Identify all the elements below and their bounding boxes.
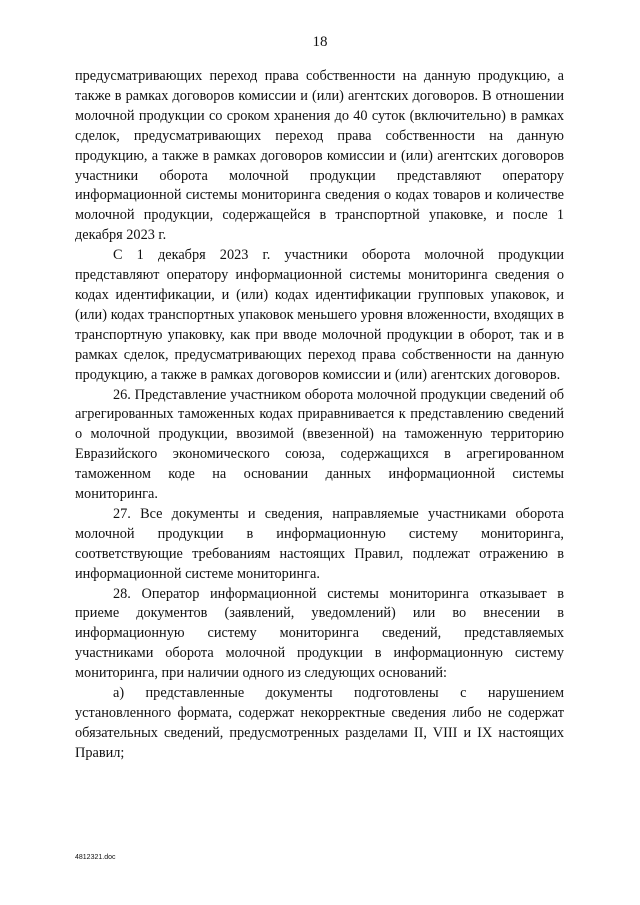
paragraph-28: 28. Оператор информационной системы мониторинга отказывает в приеме документов (заявлений, уведомлений) или во внесении в информационную систему мониторинга сведений, представляемых участниками оборота молочной продукции в информационную систему мониторинга, при наличии одного из следующих оснований:	[75, 585, 564, 682]
page-number: 18	[312, 34, 328, 50]
paragraph-continuation: предусматривающих переход права собственности на данную продукцию, а также в рамках договоров комиссии и (или) агентских договоров. В отношении молочной продукции со сроком хранения до 40 суток (включительно) в рамках сделок, предусматривающих переход права собственности на данную продукцию, а также в рамках договоров комиссии и (или) агентских договоров участники оборота молочной продукции представляют оператору информационной системы мониторинга сведения о кодах товаров и количестве молочной продукции, содержащейся в транспортной упаковке, и после 1 декабря 2023 г.	[75, 68, 564, 244]
footer-document-code: 4812321.doc	[75, 854, 116, 861]
document-body	[75, 67, 564, 764]
paragraph-28-a: а) представленные документы подготовлены с нарушением установленного формата, содержат некорректные сведения либо не содержат обязательных сведений, предусмотренных разделами II, VIII и IX настоящих Правил;	[75, 685, 564, 761]
paragraph-december-2023: С 1 декабря 2023 г. участники оборота молочной продукции представляют оператору информационной системы мониторинга сведения о кодах идентификации, и (или) кодах идентификации групповых упаковок, и (или) кодах транспортных упаковок меньшего уровня вложенности, входящих в транспортную упаковку, как при вводе молочной продукции в оборот, так и в рамках сделок, предусматривающих переход права собственности на данную продукцию, а также в рамках договоров комиссии и (или) агентских договоров.	[75, 247, 564, 383]
paragraph-26: 26. Представление участником оборота молочной продукции сведений об агрегированных таможенных кодах приравнивается к представлению сведений о молочной продукции, ввозимой (ввезенной) на таможенную территорию Евразийского экономического союза, содержащихся в агрегированном таможенном коде на основании данных информационной системы мониторинга.	[75, 386, 564, 503]
paragraph-27: 27. Все документы и сведения, направляемые участниками оборота молочной продукции в информационную систему мониторинга, соответствующие требованиям настоящих Правил, подлежат отражению в информационной системе мониторинга.	[75, 505, 564, 582]
